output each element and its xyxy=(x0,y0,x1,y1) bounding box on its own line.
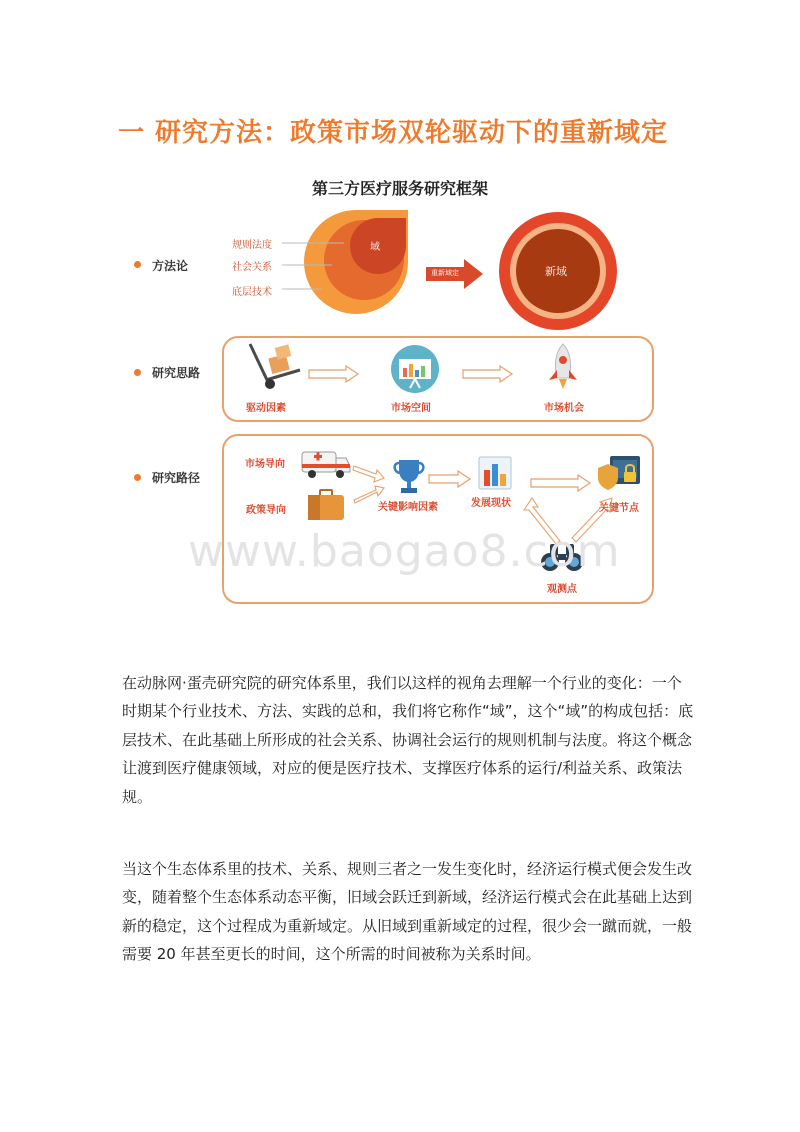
step-label-market-space: 市场空间 xyxy=(391,403,431,414)
bullet-dot xyxy=(134,261,141,268)
step-arrow-icon xyxy=(308,365,360,383)
figure-title: 第三方医疗服务研究框架 xyxy=(311,179,488,198)
row-label-methodology: 方法论 xyxy=(152,259,189,273)
redefine-arrow-label: 重新域定 xyxy=(431,269,459,277)
path-label-policy-guide: 政策导向 xyxy=(246,505,286,516)
security-lock-icon xyxy=(598,452,642,492)
hand-truck-icon xyxy=(244,340,304,390)
step-label-market-opportunity: 市场机会 xyxy=(544,403,584,414)
path-label-key-factors: 关键影响因素 xyxy=(378,502,438,513)
step-arrow-icon xyxy=(462,365,514,383)
ambulance-icon xyxy=(300,446,352,480)
layer-label-tech: 底层技术 xyxy=(232,287,272,298)
bullet-dot xyxy=(134,369,141,376)
body-paragraph-1 xyxy=(122,669,694,811)
step-label-drivers: 驱动因素 xyxy=(246,403,286,414)
new-domain-label: 新域 xyxy=(545,265,567,278)
path-label-status: 发展现状 xyxy=(471,498,511,509)
path-label-key-nodes: 关键节点 xyxy=(599,503,639,514)
paragraph-text: 在动脉网·蛋壳研究院的研究体系里，我们以这样的视角去理解一个行业的变化：一个时期某个行业技术、方法、实践的总和，我们将它称作“域”，这个“域”的构成包括：底层技术、在此基础上所形成的社会关系、协调社会运行的规则机制与法度。将这个概念让渡到医疗健康领域，对应的便是医疗技术、支撑医疗体系的运行/利益关系、政策法规。 xyxy=(122,674,694,806)
domain-label: 域 xyxy=(370,242,380,253)
body-paragraph-2 xyxy=(122,855,694,969)
bar-chart-icon xyxy=(478,456,512,490)
row-label-research-path: 研究路径 xyxy=(152,471,201,485)
layer-label-social: 社会关系 xyxy=(232,262,272,273)
layer-leader-lines xyxy=(282,236,352,296)
path-arrow-icon xyxy=(428,470,472,488)
market-space-chart-icon xyxy=(390,344,440,394)
trophy-icon xyxy=(392,458,426,496)
watermark: www.baogao8.com xyxy=(188,526,621,577)
paragraph-text: 当这个生态体系里的技术、关系、规则三者之一发生变化时，经济运行模式便会发生改变，随着整个生态体系动态平衡，旧域会跃迁到新域，经济运行模式会在此基础上达到新的稳定，这个过程成为重新域定。从旧域到重新域定的过程，很少会一蹴而就，一般需要 20 年甚至更长的时间，这个所需的时间被称为关系时间。 xyxy=(122,860,693,964)
page-title: 一 研究方法：政策市场双轮驱动下的重新域定 xyxy=(118,118,669,148)
briefcase-icon xyxy=(306,488,346,522)
rocket-icon xyxy=(546,342,580,392)
path-label-market-guide: 市场导向 xyxy=(245,459,285,470)
layer-label-rules: 规则法度 xyxy=(232,240,272,251)
path-arrow-icon xyxy=(530,474,592,492)
path-label-observation: 观测点 xyxy=(547,584,577,595)
row-label-research-idea: 研究思路 xyxy=(152,366,201,380)
bullet-dot xyxy=(134,474,141,481)
